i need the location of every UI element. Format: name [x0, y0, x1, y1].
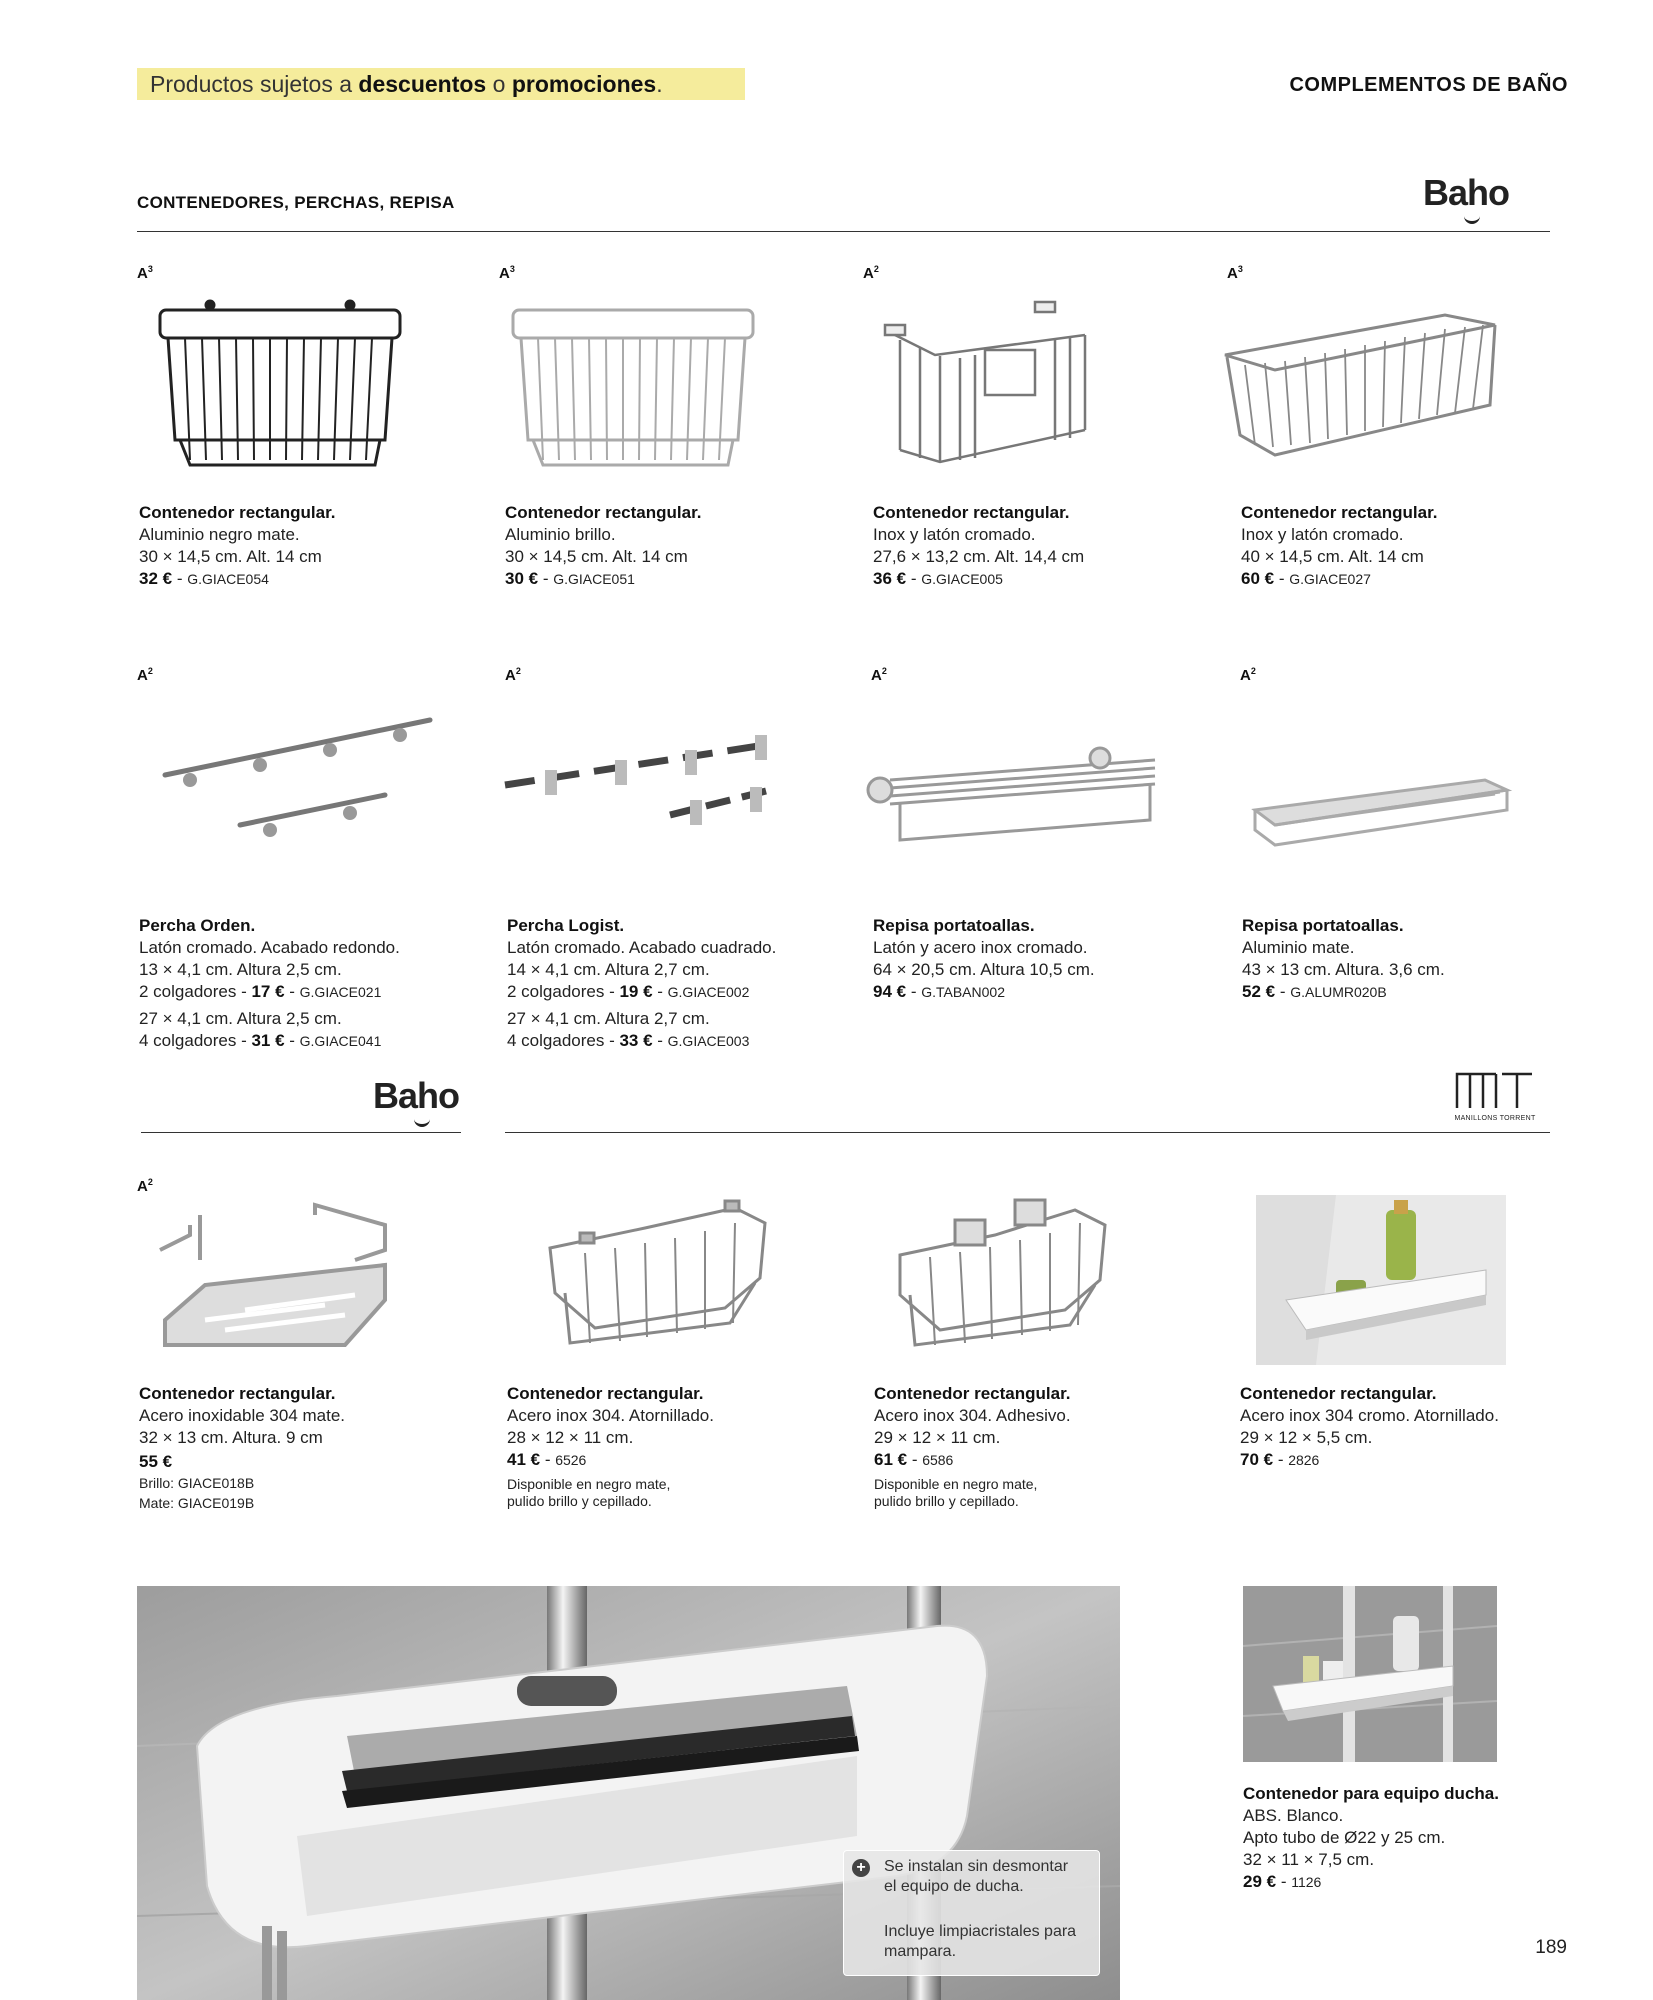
energy-label: $A^3$: [499, 264, 515, 282]
product-info: Contenedor rectangular. Acero inox 304. Adhesivo. 29 × 12 × 11 cm. 61 € - 6586 Disponible en negro mate, pulido brillo y cepillado.: [874, 1383, 1214, 1510]
product-info: Contenedor rectangular. Inox y latón cromado. 27,6 × 13,2 cm. Alt. 14,4 cm 36 € - G.GIACE005: [873, 502, 1213, 590]
product-material: Acero inoxidable 304 mate.: [139, 1406, 346, 1425]
energy-label: $A^2$: [505, 666, 521, 684]
product-price: 36 €: [873, 569, 907, 588]
product-material: Latón cromado. Acabado cuadrado.: [507, 938, 777, 957]
product-dims: 27 × 4,1 cm. Altura 2,7 cm.: [507, 1009, 710, 1028]
product-name: Percha Orden.: [139, 916, 256, 935]
product-info: Repisa portatoallas. Latón y acero inox cromado. 64 × 20,5 cm. Altura 10,5 cm. 94 € - G.TABAN002: [873, 915, 1213, 1003]
towel-shelf-chrome-image: [855, 735, 1175, 855]
product-name: Contenedor rectangular.: [873, 503, 1070, 522]
product-price: 52 €: [1242, 982, 1276, 1001]
basket-large-image: [1210, 285, 1510, 475]
product-name: Repisa portatoallas.: [1242, 916, 1404, 935]
container-304-adhesive-image: [880, 1190, 1120, 1370]
hooks-round-image: [140, 700, 470, 870]
product-dims: 30 × 14,5 cm. Alt. 14 cm: [505, 547, 688, 566]
product-material: ABS. Blanco.: [1243, 1806, 1344, 1825]
info-callout: + Se instalan sin desmontar el equipo de ducha. Incluye limpiacristales para mampara.: [843, 1850, 1100, 1976]
shower-container-small-photo: [1243, 1586, 1497, 1762]
product-material: Latón cromado. Acabado redondo.: [139, 938, 400, 957]
product-info: Contenedor rectangular. Acero inox 304 cromo. Atornillado. 29 × 12 × 5,5 cm. 70 € - 2826: [1240, 1383, 1580, 1471]
product-info: Contenedor rectangular. Acero inoxidable 304 mate. 32 × 13 cm. Altura. 9 cm 55 € Brillo: GIACE018B Mate: GIACE019B: [139, 1383, 479, 1512]
energy-label: $A^2$: [871, 666, 887, 684]
product-price: 55 €: [139, 1452, 173, 1471]
product-price: 29 €: [1243, 1872, 1277, 1891]
product-material: Aluminio brillo.: [505, 525, 616, 544]
product-name: Contenedor rectangular.: [1241, 503, 1438, 522]
product-dims: 29 × 12 × 5,5 cm.: [1240, 1428, 1373, 1447]
manillons-torrent-logo: MANILLONS TORRENT: [1452, 1070, 1538, 1122]
energy-label: $A^2$: [137, 666, 153, 684]
product-name: Contenedor rectangular.: [505, 503, 702, 522]
product-price: 94 €: [873, 982, 907, 1001]
product-dims: 32 × 13 cm. Altura. 9 cm: [139, 1428, 323, 1447]
basket-aluminium-image: [498, 285, 768, 475]
product-detail: Apto tubo de Ø22 y 25 cm.: [1243, 1828, 1446, 1847]
basket-black-image: [145, 285, 415, 475]
product-name: Contenedor rectangular.: [507, 1384, 704, 1403]
product-ref: G.GIACE005: [921, 571, 1003, 587]
product-ref: G.GIACE051: [553, 571, 635, 587]
product-material: Acero inox 304 cromo. Atornillado.: [1240, 1406, 1499, 1425]
product-material: Inox y latón cromado.: [1241, 525, 1404, 544]
energy-label: $A^3$: [1227, 264, 1243, 282]
promo-text: Productos sujetos a descuentos o promociones.: [150, 71, 663, 97]
product-name: Contenedor rectangular.: [139, 503, 336, 522]
energy-label: $A^2$: [1240, 666, 1256, 684]
product-material: Aluminio negro mate.: [139, 525, 300, 544]
energy-label: $A^2$: [863, 264, 879, 282]
product-info: Repisa portatoallas. Aluminio mate. 43 × 13 cm. Altura. 3,6 cm. 52 € - G.ALUMR020B: [1242, 915, 1562, 1003]
product-ref: G.GIACE054: [187, 571, 269, 587]
product-price: 70 €: [1240, 1450, 1274, 1469]
page-number: 189: [1535, 1937, 1567, 1958]
product-dims: 28 × 12 × 11 cm.: [507, 1428, 634, 1447]
product-info: Percha Orden. Latón cromado. Acabado redondo. 13 × 4,1 cm. Altura 2,5 cm. 2 colgadores - 17 € - G.GIACE021 27 × 4,1 cm. Altura 2,5 cm. 4 colgadores - 31 € - G.GIACE041: [139, 915, 479, 1052]
product-name: Contenedor rectangular.: [139, 1384, 336, 1403]
product-dims: 32 × 11 × 7,5 cm.: [1243, 1850, 1375, 1869]
divider: [137, 231, 1550, 232]
product-dims: 14 × 4,1 cm. Altura 2,7 cm.: [507, 960, 710, 979]
product-info: Contenedor rectangular. Aluminio negro mate. 30 × 14,5 cm. Alt. 14 cm 32 € - G.GIACE054: [139, 502, 479, 590]
product-price: 61 €: [874, 1450, 908, 1469]
product-price: 30 €: [505, 569, 539, 588]
baho-logo: Baho: [1423, 172, 1509, 214]
product-name: Contenedor rectangular.: [874, 1384, 1071, 1403]
product-material: Aluminio mate.: [1242, 938, 1355, 957]
product-price: 41 €: [507, 1450, 541, 1469]
product-name: Percha Logist.: [507, 916, 625, 935]
container-chrome-photo: [1256, 1195, 1506, 1365]
product-material: Acero inox 304. Atornillado.: [507, 1406, 714, 1425]
container-304-screwed-image: [530, 1188, 780, 1368]
energy-label: $A^2$: [137, 1177, 153, 1195]
product-dims: 27 × 4,1 cm. Altura 2,5 cm.: [139, 1009, 342, 1028]
hooks-square-image: [495, 700, 795, 870]
container-304-matte-image: [140, 1195, 400, 1365]
product-dims: 13 × 4,1 cm. Altura 2,5 cm.: [139, 960, 342, 979]
subhead: CONTENEDORES, PERCHAS, REPISA: [137, 193, 455, 212]
section-title: COMPLEMENTOS DE BAÑO: [1289, 74, 1568, 96]
product-dims: 64 × 20,5 cm. Altura 10,5 cm.: [873, 960, 1095, 979]
product-price: 60 €: [1241, 569, 1275, 588]
product-info: Contenedor rectangular. Acero inox 304. Atornillado. 28 × 12 × 11 cm. 41 € - 6526 Disponible en negro mate, pulido brillo y cepillado.: [507, 1383, 847, 1510]
product-name: Repisa portatoallas.: [873, 916, 1035, 935]
energy-label: $A^3$: [137, 264, 153, 282]
product-info: Contenedor rectangular. Aluminio brillo. 30 × 14,5 cm. Alt. 14 cm 30 € - G.GIACE051: [505, 502, 845, 590]
product-dims: 43 × 13 cm. Altura. 3,6 cm.: [1242, 960, 1445, 979]
divider: [141, 1132, 461, 1133]
baho-logo: Baho: [373, 1075, 459, 1117]
product-dims: 30 × 14,5 cm. Alt. 14 cm: [139, 547, 322, 566]
product-material: Latón y acero inox cromado.: [873, 938, 1088, 957]
divider: [505, 1132, 1550, 1133]
towel-shelf-aluminium-image: [1240, 745, 1520, 865]
product-material: Acero inox 304. Adhesivo.: [874, 1406, 1071, 1425]
product-price: 32 €: [139, 569, 173, 588]
product-info: Contenedor rectangular. Inox y latón cromado. 40 × 14,5 cm. Alt. 14 cm 60 € - G.GIACE027: [1241, 502, 1561, 590]
product-info: Percha Logist. Latón cromado. Acabado cuadrado. 14 × 4,1 cm. Altura 2,7 cm. 2 colgadores - 19 € - G.GIACE002 27 × 4,1 cm. Altura 2,7 cm. 4 colgadores - 33 € - G.GIACE003: [507, 915, 847, 1052]
product-material: Inox y latón cromado.: [873, 525, 1036, 544]
product-name: Contenedor rectangular.: [1240, 1384, 1437, 1403]
product-info: Contenedor para equipo ducha. ABS. Blanco. Apto tubo de Ø22 y 25 cm. 32 × 11 × 7,5 cm. 29 € - 1126: [1243, 1783, 1583, 1893]
product-name: Contenedor para equipo ducha.: [1243, 1784, 1499, 1803]
basket-chrome-image: [870, 285, 1110, 475]
product-ref: G.GIACE027: [1289, 571, 1371, 587]
product-dims: 29 × 12 × 11 cm.: [874, 1428, 1001, 1447]
plus-icon: +: [852, 1859, 870, 1877]
product-dims: 27,6 × 13,2 cm. Alt. 14,4 cm: [873, 547, 1085, 566]
product-dims: 40 × 14,5 cm. Alt. 14 cm: [1241, 547, 1424, 566]
